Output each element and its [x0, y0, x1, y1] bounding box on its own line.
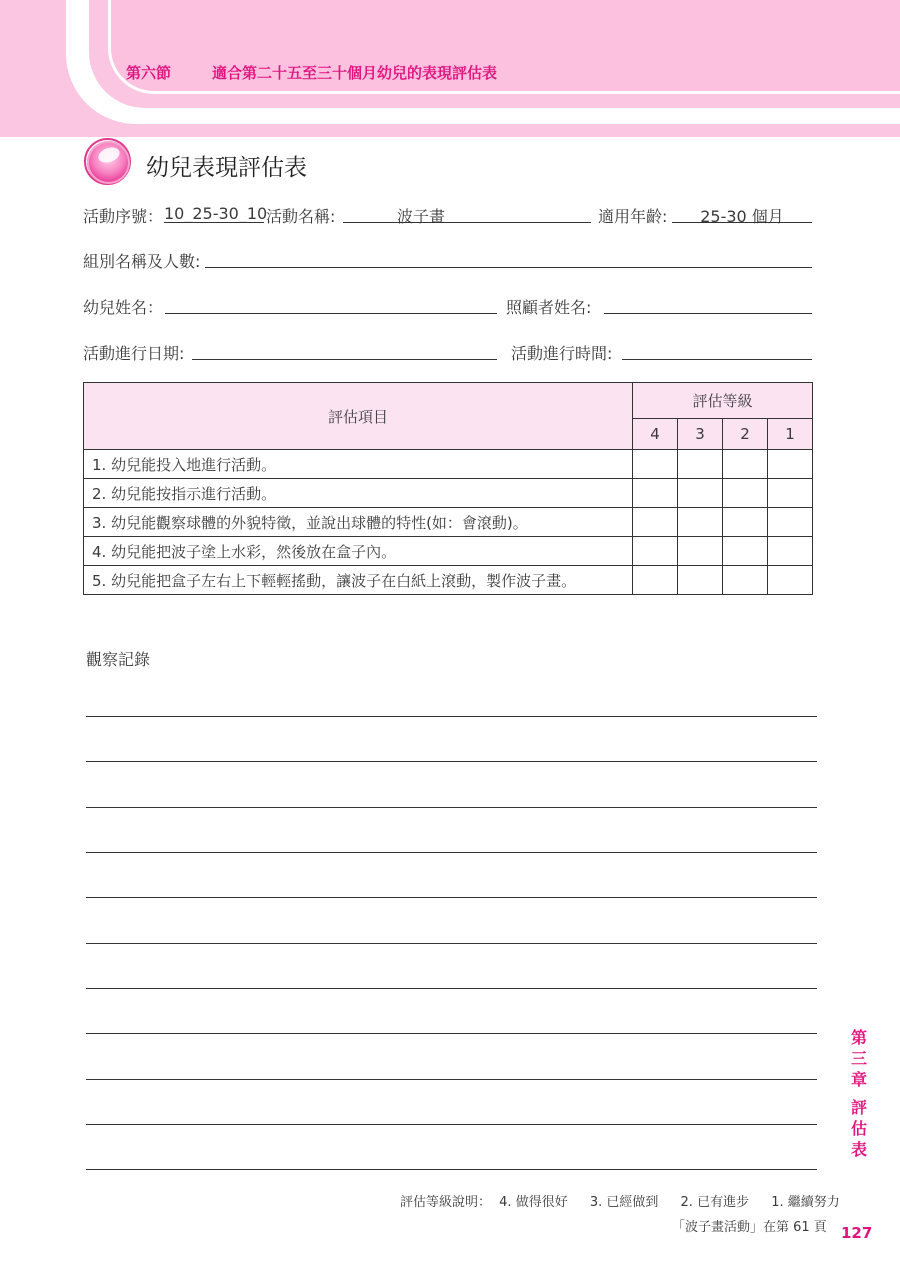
- time-field[interactable]: [622, 359, 812, 360]
- page-reference: 「波子畫活動」在第 61 頁: [672, 1220, 827, 1235]
- item-2-grade-4-cell[interactable]: [633, 479, 678, 508]
- observation-label: 觀察記錄: [86, 650, 151, 669]
- age-label: 適用年齡:: [598, 207, 668, 226]
- observation-line-6[interactable]: [86, 943, 817, 944]
- legend-item: 3. 已經做到: [589, 1195, 659, 1210]
- legend-title: 評估等級說明：: [400, 1195, 492, 1210]
- chapter-char: 章: [850, 1070, 867, 1089]
- item-header: 評估項目: [84, 383, 633, 450]
- item-3-grade-3-cell[interactable]: [678, 508, 723, 537]
- carer-name-field[interactable]: [604, 313, 812, 314]
- item-2-grade-3-cell[interactable]: [678, 479, 723, 508]
- item-2-text: 2. 幼兒能按指示進行活動。: [84, 479, 633, 508]
- carer-name-label: 照顧者姓名:: [506, 298, 592, 317]
- observation-line-8[interactable]: [86, 1033, 817, 1034]
- item-1-text: 1. 幼兒能投入地進行活動。: [84, 450, 633, 479]
- activity-no-value: 10_25-30_10: [164, 204, 268, 223]
- grade-header: 評估等級: [633, 383, 813, 419]
- observation-line-4[interactable]: [86, 852, 817, 853]
- date-field[interactable]: [192, 359, 497, 360]
- table-row: [84, 479, 813, 508]
- legend-item: 4. 做得很好: [499, 1195, 568, 1210]
- time-label: 活動進行時間:: [511, 344, 613, 363]
- page-title: 幼兒表現評估表: [146, 155, 307, 181]
- observation-line-7[interactable]: [86, 988, 817, 989]
- item-4-grade-1-cell[interactable]: [768, 537, 813, 566]
- page-number: 127: [841, 1224, 873, 1242]
- age-field[interactable]: [672, 222, 812, 223]
- item-2-grade-2-cell[interactable]: [723, 479, 768, 508]
- item-5-grade-3-cell[interactable]: [678, 566, 723, 595]
- item-2-grade-1-cell[interactable]: [768, 479, 813, 508]
- observation-line-11[interactable]: [86, 1169, 817, 1170]
- chapter-side-tab: [849, 1027, 869, 1090]
- chapter-name-char: 評: [850, 1098, 867, 1117]
- item-5-grade-4-cell[interactable]: [633, 566, 678, 595]
- chapter-char: 第: [850, 1028, 867, 1047]
- grade-3-header: 3: [678, 419, 723, 450]
- activity-no-field[interactable]: [164, 222, 264, 223]
- item-5-grade-1-cell[interactable]: [768, 566, 813, 595]
- item-5-text: 5. 幼兒能把盒子左右上下輕輕搖動，讓波子在白紙上滾動，製作波子畫。: [84, 566, 633, 595]
- child-name-label: 幼兒姓名：: [83, 298, 164, 317]
- item-3-grade-4-cell[interactable]: [633, 508, 678, 537]
- group-label: 組別名稱及人數:: [83, 252, 201, 271]
- observation-line-3[interactable]: [86, 807, 817, 808]
- child-name-field[interactable]: [165, 313, 497, 314]
- chapter-name-side-tab: [849, 1097, 869, 1160]
- observation-line-9[interactable]: [86, 1079, 817, 1080]
- observation-line-2[interactable]: [86, 761, 817, 762]
- item-1-grade-1-cell[interactable]: [768, 450, 813, 479]
- activity-name-value: 波子畫: [396, 207, 445, 226]
- activity-name-label: 活動名稱:: [266, 207, 336, 226]
- observation-line-5[interactable]: [86, 897, 817, 898]
- grade-1-header: 1: [768, 419, 813, 450]
- table-row: [84, 450, 813, 479]
- chapter-char: 三: [850, 1049, 867, 1068]
- table-row: [84, 566, 813, 595]
- group-field[interactable]: [205, 267, 812, 268]
- age-value: 25-30 個月: [700, 207, 784, 226]
- grade-legend: [400, 1191, 840, 1210]
- item-5-grade-2-cell[interactable]: [723, 566, 768, 595]
- section-title: 適合第二十五至三十個月幼兒的表現評估表: [212, 64, 498, 82]
- legend-item: 1. 繼續努力: [771, 1195, 840, 1210]
- item-4-grade-4-cell[interactable]: [633, 537, 678, 566]
- grade-4-header: 4: [633, 419, 678, 450]
- observation-line-1[interactable]: [86, 716, 817, 717]
- assessment-table: [83, 382, 813, 595]
- item-4-text: 4. 幼兒能把波子塗上水彩，然後放在盒子內。: [84, 537, 633, 566]
- item-4-grade-3-cell[interactable]: [678, 537, 723, 566]
- item-1-grade-4-cell[interactable]: [633, 450, 678, 479]
- item-3-grade-1-cell[interactable]: [768, 508, 813, 537]
- activity-name-field[interactable]: [343, 222, 591, 223]
- date-label: 活動進行日期:: [83, 344, 185, 363]
- chapter-name-char: 表: [850, 1140, 867, 1159]
- table-row: [84, 508, 813, 537]
- chapter-name-char: 估: [850, 1119, 867, 1138]
- item-1-grade-3-cell[interactable]: [678, 450, 723, 479]
- legend-item: 2. 已有進步: [680, 1195, 750, 1210]
- section-label: 第六節: [126, 64, 172, 82]
- table-row: [84, 537, 813, 566]
- item-1-grade-2-cell[interactable]: [723, 450, 768, 479]
- item-3-grade-2-cell[interactable]: [723, 508, 768, 537]
- activity-no-label: 活動序號：: [83, 207, 164, 226]
- grade-2-header: 2: [723, 419, 768, 450]
- item-4-grade-2-cell[interactable]: [723, 537, 768, 566]
- observation-line-10[interactable]: [86, 1124, 817, 1125]
- item-3-text: 3. 幼兒能觀察球體的外貌特徵，並說出球體的特性(如：會滾動)。: [84, 508, 633, 537]
